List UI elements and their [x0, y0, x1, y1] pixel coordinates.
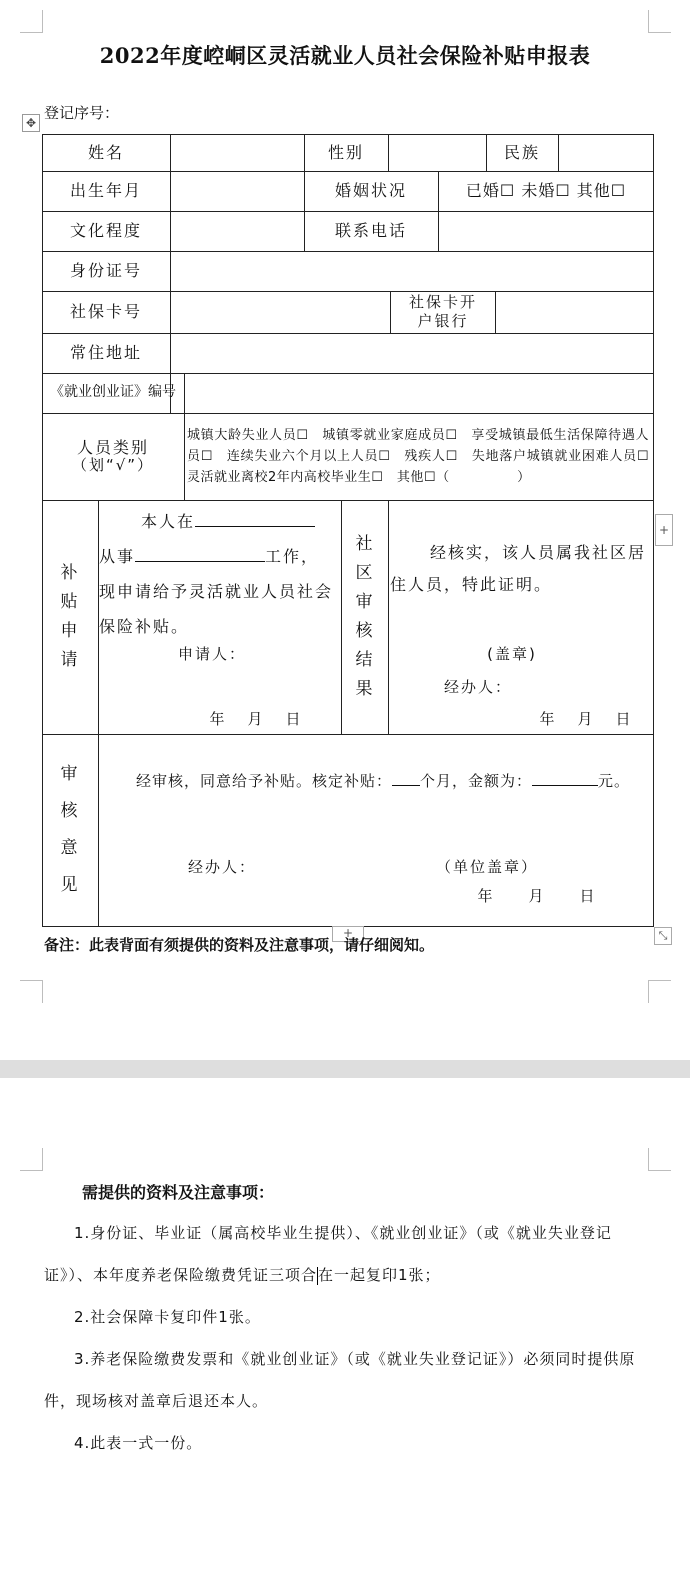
- id-card-label: 身份证号: [69, 261, 142, 280]
- review-statement: [136, 764, 656, 799]
- page-corner-mark: [648, 1148, 671, 1171]
- page-corner-mark: [20, 10, 43, 33]
- add-column-button[interactable]: +: [655, 514, 673, 546]
- requirement-item-2: [44, 1296, 650, 1338]
- social-security-card-label: 社保卡号: [69, 302, 142, 321]
- page-corner-mark: [648, 10, 671, 33]
- requirement-item-4: [44, 1422, 650, 1464]
- review-handler-label: 经办人：: [187, 857, 256, 876]
- unit-stamp-label: （单位盖章）: [435, 857, 538, 876]
- apply-text-4: 现申请给予灵活就业人员社会保险补贴。: [99, 582, 334, 636]
- bank-field[interactable]: [496, 291, 653, 333]
- ethnicity-field[interactable]: [559, 134, 653, 171]
- education-label: 文化程度: [69, 221, 142, 240]
- apply-date: 年 月 日: [209, 709, 305, 728]
- page-title: 2022年度崆峒区灵活就业人员社会保险补贴申报表: [99, 43, 591, 68]
- category-hint: （划“√”）: [71, 456, 155, 474]
- application-statement: [99, 504, 339, 644]
- community-statement: 经核实，该人员属我社区居住人员，特此证明。: [390, 543, 647, 594]
- name-field[interactable]: [171, 134, 304, 171]
- page-corner-mark: [20, 1148, 43, 1171]
- birth-date-field[interactable]: [171, 171, 304, 211]
- category-label: 人员类别: [76, 438, 149, 457]
- address-label: 常住地址: [69, 343, 142, 362]
- application-form-table: [42, 134, 663, 926]
- birth-date-label: 出生年月: [69, 181, 142, 200]
- apply-text-3: 工作，: [265, 547, 320, 566]
- apply-text-1: 本人在: [141, 512, 196, 531]
- review-text-b: 个月，金额为：: [420, 772, 533, 790]
- name-label: 姓名: [87, 142, 124, 162]
- marital-status-label: 婚姻状况: [334, 181, 407, 200]
- employment-cert-field[interactable]: [185, 373, 653, 413]
- page-corner-mark: [648, 980, 671, 1003]
- review-opinion-label: 审 核 意 见: [60, 764, 80, 895]
- apply-text-2: 从事: [99, 547, 136, 566]
- employment-cert-label: 《就业创业证》编号: [50, 384, 176, 401]
- gender-field[interactable]: [389, 134, 486, 171]
- months-blank[interactable]: [392, 767, 420, 786]
- subsidy-application-label: 补 贴 申 请: [60, 563, 80, 670]
- marital-status-options[interactable]: 已婚☐ 未婚☐ 其他☐: [465, 181, 627, 200]
- review-text-a: 经审核，同意给予补贴。核定补贴：: [136, 772, 393, 790]
- education-field[interactable]: [171, 211, 304, 251]
- requirement-item-4-text: 4.此表一式一份。: [74, 1434, 203, 1452]
- review-date: 年 月 日: [477, 886, 597, 905]
- resize-table-icon[interactable]: ⤡: [654, 927, 672, 945]
- ethnicity-label: 民族: [503, 142, 540, 162]
- amount-blank[interactable]: [532, 767, 598, 786]
- remark-note: 备注：此表背面有须提供的资料及注意事项，请仔细阅知。: [44, 936, 435, 954]
- page-corner-mark: [20, 980, 43, 1003]
- add-row-button[interactable]: +: [332, 926, 364, 942]
- registration-number-label: 登记序号：: [44, 104, 120, 122]
- social-security-card-field[interactable]: [171, 291, 390, 333]
- requirement-item-2-text: 2.社会保障卡复印件1张。: [74, 1308, 261, 1326]
- table-move-handle-icon[interactable]: ✥: [22, 114, 40, 132]
- phone-label: 联系电话: [334, 221, 407, 240]
- page-gap: [0, 1060, 690, 1078]
- stamp-label: (盖章): [487, 644, 537, 663]
- requirement-item-1-text-end: 在一起复印1张；: [318, 1266, 441, 1284]
- applicant-label: 申请人：: [177, 644, 246, 663]
- bank-label: 社保卡开户银行: [408, 293, 477, 330]
- community-date: 年 月 日: [539, 709, 635, 728]
- id-card-field[interactable]: [171, 251, 653, 291]
- requirement-item-1: [44, 1212, 650, 1296]
- community-handler-label: 经办人：: [443, 677, 512, 696]
- phone-field[interactable]: [439, 211, 653, 251]
- requirement-item-3-text: 3.养老保险缴费发票和《就业创业证》（或《就业失业登记证》）必须同时提供原件，现场核对盖章后退还本人。: [44, 1350, 636, 1410]
- requirement-item-1-text: 1.身份证、毕业证（属高校毕业生提供）、《就业创业证》（或《就业失业登记证》）、本年度养老保险缴费凭证三项合: [44, 1224, 612, 1284]
- person-category-label: [42, 413, 184, 500]
- workplace-blank[interactable]: [195, 508, 315, 527]
- review-text-c: 元。: [598, 772, 631, 790]
- address-field[interactable]: [171, 333, 653, 373]
- requirement-item-3: [44, 1338, 650, 1422]
- requirements-title: 需提供的资料及注意事项：: [82, 1183, 275, 1202]
- person-category-options[interactable]: 城镇大龄失业人员☐ 城镇零就业家庭成员☐ 享受城镇最低生活保障待遇人员☐ 连续失业六个月以上人员☐ 残疾人☐ 失地落户城镇就业困难人员☐ 灵活就业离校2年内高校毕业生☐ 其他☐（ ）: [187, 428, 663, 485]
- community-review-label: 社 区 审 核 结 果: [355, 534, 375, 699]
- occupation-blank[interactable]: [135, 543, 265, 562]
- gender-label: 性别: [327, 142, 364, 162]
